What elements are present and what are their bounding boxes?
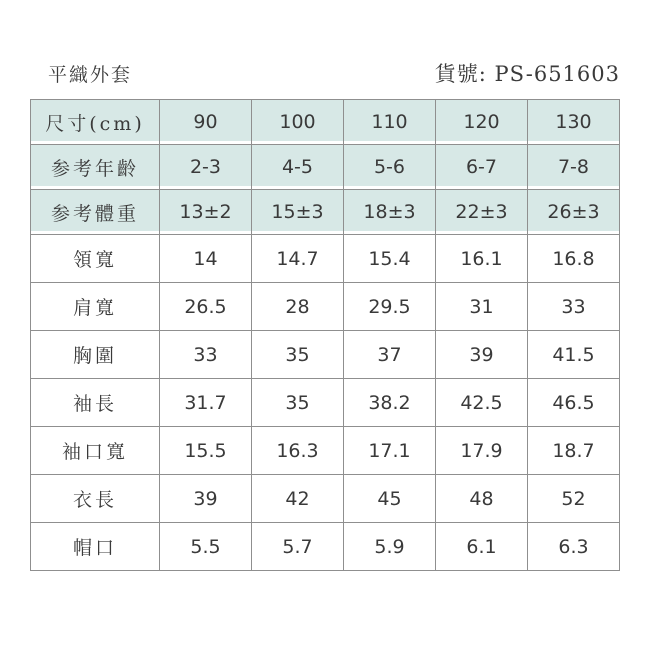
- age-header-row: [31, 145, 620, 190]
- table-cell: 35: [252, 331, 344, 379]
- table-cell: 14.7: [252, 235, 344, 283]
- table-row: [31, 523, 620, 571]
- row-label: 袖口寬: [31, 427, 160, 475]
- product-title: 平織外套: [48, 64, 133, 86]
- table-cell: 28: [252, 283, 344, 331]
- table-cell: 22±3: [436, 190, 528, 235]
- table-cell: 29.5: [344, 283, 436, 331]
- table-cell: 18±3: [344, 190, 436, 235]
- table-cell: 5-6: [344, 145, 436, 190]
- table-row: [31, 283, 620, 331]
- table-cell: 39: [160, 475, 252, 523]
- table-cell: 38.2: [344, 379, 436, 427]
- table-cell: 35: [252, 379, 344, 427]
- row-label: 衣長: [31, 475, 160, 523]
- table-cell: 7-8: [528, 145, 620, 190]
- table-cell: 41.5: [528, 331, 620, 379]
- row-label: 参考年齡: [31, 145, 160, 190]
- table-row: [31, 379, 620, 427]
- table-cell: 14: [160, 235, 252, 283]
- table-cell: 4-5: [252, 145, 344, 190]
- table-cell: 31.7: [160, 379, 252, 427]
- table-cell: 52: [528, 475, 620, 523]
- table-cell: 16.1: [436, 235, 528, 283]
- table-cell: 31: [436, 283, 528, 331]
- table-cell: 33: [160, 331, 252, 379]
- item-number: 貨號: PS-651603: [434, 62, 620, 86]
- table-cell: 5.9: [344, 523, 436, 571]
- row-label: 領寬: [31, 235, 160, 283]
- table-cell: 5.5: [160, 523, 252, 571]
- table-row: [31, 235, 620, 283]
- table-cell: 110: [344, 100, 436, 145]
- table-cell: 120: [436, 100, 528, 145]
- table-cell: 16.8: [528, 235, 620, 283]
- table-cell: 6.1: [436, 523, 528, 571]
- row-label: 袖長: [31, 379, 160, 427]
- table-cell: 45: [344, 475, 436, 523]
- table-cell: 2-3: [160, 145, 252, 190]
- row-label: 肩寬: [31, 283, 160, 331]
- table-cell: 90: [160, 100, 252, 145]
- weight-header-row: [31, 190, 620, 235]
- row-label: 胸圍: [31, 331, 160, 379]
- table-cell: 33: [528, 283, 620, 331]
- table-cell: 6.3: [528, 523, 620, 571]
- table-cell: 13±2: [160, 190, 252, 235]
- table-cell: 100: [252, 100, 344, 145]
- table-cell: 26±3: [528, 190, 620, 235]
- table-cell: 46.5: [528, 379, 620, 427]
- size-chart-table: [30, 99, 620, 571]
- table-cell: 6-7: [436, 145, 528, 190]
- table-row: [31, 331, 620, 379]
- row-label: 帽口: [31, 523, 160, 571]
- table-cell: 16.3: [252, 427, 344, 475]
- table-cell: 5.7: [252, 523, 344, 571]
- size-header-row: [31, 100, 620, 145]
- table-cell: 42: [252, 475, 344, 523]
- table-cell: 48: [436, 475, 528, 523]
- table-cell: 17.9: [436, 427, 528, 475]
- table-cell: 15±3: [252, 190, 344, 235]
- table-cell: 42.5: [436, 379, 528, 427]
- table-row: [31, 475, 620, 523]
- table-cell: 15.5: [160, 427, 252, 475]
- table-cell: 18.7: [528, 427, 620, 475]
- page-header: [30, 60, 620, 88]
- table-cell: 37: [344, 331, 436, 379]
- table-cell: 26.5: [160, 283, 252, 331]
- table-cell: 130: [528, 100, 620, 145]
- row-label: 参考體重: [31, 190, 160, 235]
- row-label: 尺寸(cm): [31, 100, 160, 145]
- table-cell: 15.4: [344, 235, 436, 283]
- table-cell: 39: [436, 331, 528, 379]
- table-cell: 17.1: [344, 427, 436, 475]
- table-row: [31, 427, 620, 475]
